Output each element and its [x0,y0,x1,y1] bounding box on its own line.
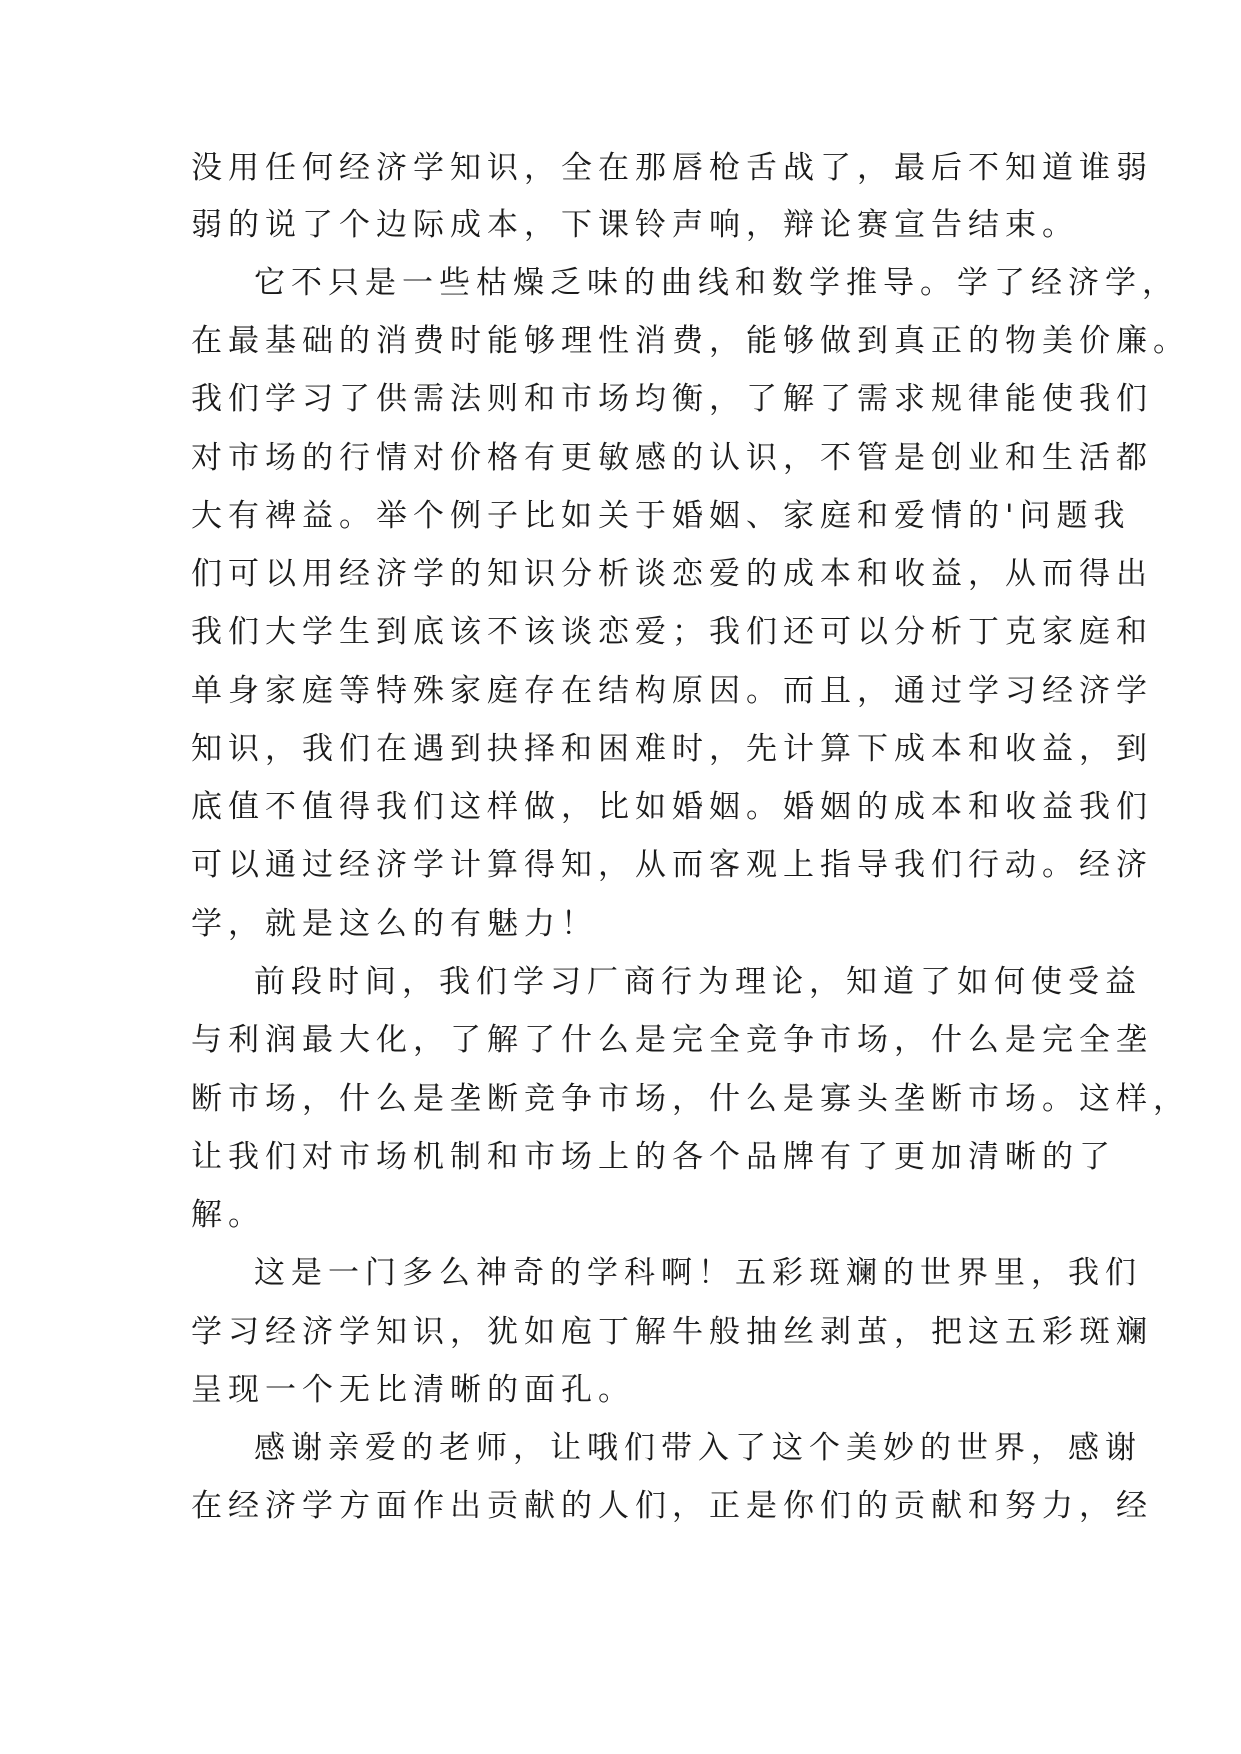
text-line: 这是一门多么神奇的学科啊！五彩斑斓的世界里，我们 [254,1255,1142,1291]
text-line: 解。 [191,1197,265,1233]
text-line: 对市场的行情对价格有更敏感的认识，不管是创业和生活都 [191,440,1153,476]
text-line: 大有裨益。举个例子比如关于婚姻、家庭和爱情的'问题我 [191,498,1131,534]
text-line: 我们学习了供需法则和市场均衡，了解了需求规律能使我们 [191,381,1153,417]
text-line: 可以通过经济学计算得知，从而客观上指导我们行动。经济 [191,847,1153,883]
text-line: 它不只是一些枯燥乏味的曲线和数学推导。学了经济学， [254,265,1179,301]
text-line: 在经济学方面作出贡献的人们，正是你们的贡献和努力，经 [191,1488,1153,1524]
text-line: 单身家庭等特殊家庭存在结构原因。而且，通过学习经济学 [191,673,1153,709]
text-line: 在最基础的消费时能够理性消费，能够做到真正的物美价廉。 [191,323,1190,359]
text-line: 底值不值得我们这样做，比如婚姻。婚姻的成本和收益我们 [191,789,1153,825]
text-line: 呈现一个无比清晰的面孔。 [191,1372,635,1408]
text-line: 学，就是这么的有魅力！ [191,906,598,942]
text-line: 知识，我们在遇到抉择和困难时，先计算下成本和收益，到 [191,731,1153,767]
text-line: 感谢亲爱的老师，让哦们带入了这个美妙的世界，感谢 [254,1430,1142,1466]
text-line: 没用任何经济学知识，全在那唇枪舌战了，最后不知道谁弱 [191,150,1153,186]
text-line: 让我们对市场机制和市场上的各个品牌有了更加清晰的了 [191,1139,1116,1175]
text-line: 们可以用经济学的知识分析谈恋爱的成本和收益，从而得出 [191,556,1153,592]
text-line: 断市场，什么是垄断竞争市场，什么是寡头垄断市场。这样， [191,1081,1190,1117]
text-line: 与利润最大化，了解了什么是完全竞争市场，什么是完全垄 [191,1022,1153,1058]
text-line: 我们大学生到底该不该谈恋爱；我们还可以分析丁克家庭和 [191,614,1153,650]
text-line: 学习经济学知识，犹如庖丁解牛般抽丝剥茧，把这五彩斑斓 [191,1314,1153,1350]
text-line: 弱的说了个边际成本，下课铃声响，辩论赛宣告结束。 [191,207,1079,243]
text-line: 前段时间，我们学习厂商行为理论，知道了如何使受益 [254,964,1142,1000]
